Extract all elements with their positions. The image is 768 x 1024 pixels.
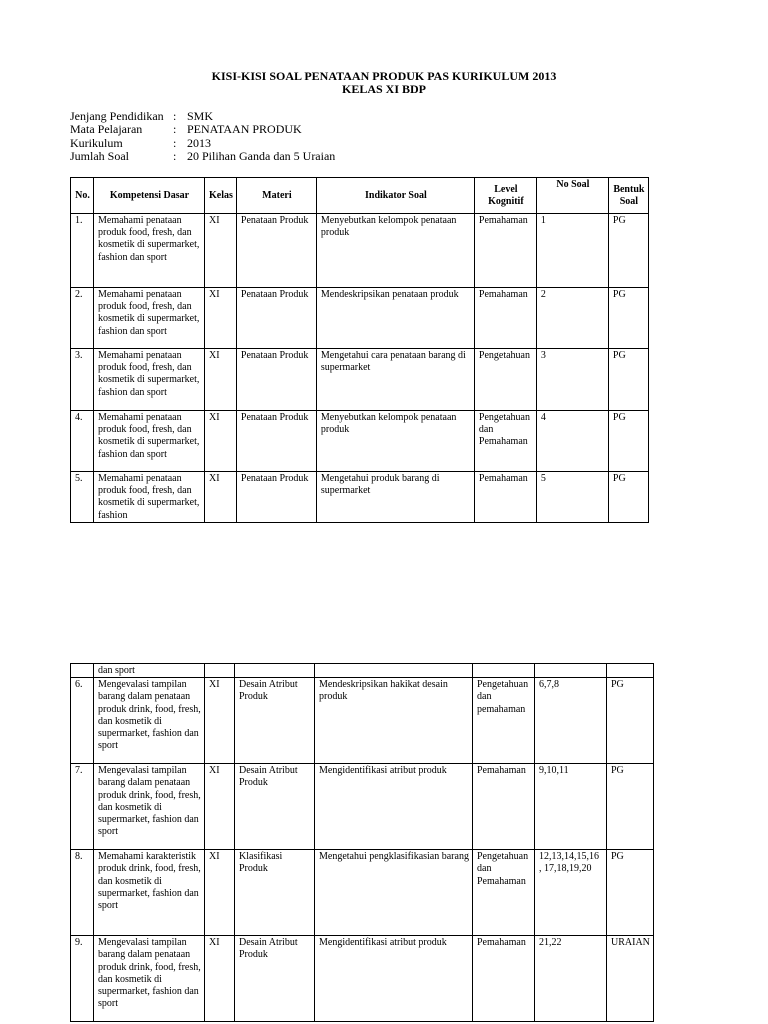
column-header: Kompetensi Dasar [94,178,205,214]
meta-label: Mata Pelajaran [70,122,143,137]
table-row [71,472,649,523]
meta-separator: : [173,122,177,137]
meta-label: Jenjang Pendidikan [70,109,164,123]
cell-indikator: Mengetahui pengklasifikasian barang [315,850,473,936]
cell-materi: Desain Atribut Produk [235,936,315,1022]
cell-no: 4. [71,411,94,472]
cell-bentuk [607,664,654,678]
cell-level: Pengetahuan dan Pemahaman [474,411,536,472]
meta-value: SMK [187,109,214,123]
cell-nosoal: 6,7,8 [535,678,607,764]
table-row [71,678,654,764]
document-title: KISI-KISI SOAL PENATAAN PRODUK PAS KURIKULUM 2013 [211,69,557,83]
kisi-kisi-table-continued [70,663,654,1022]
cell-level: Pemahaman [473,764,535,850]
cell-no: 9. [71,936,94,1022]
cell-kd: dan sport [94,664,205,678]
cell-kelas: XI [205,411,237,472]
meta-separator: : [173,135,177,150]
cell-materi: Penataan Produk [236,288,316,349]
cell-indikator: Mendeskripsikan penataan produk [316,288,474,349]
table-row [71,214,649,288]
column-header: Bentuk Soal [608,178,648,214]
cell-materi: Desain Atribut Produk [235,764,315,850]
cell-bentuk: PG [608,472,648,523]
cell-bentuk: PG [607,850,654,936]
table-row [71,764,654,850]
cell-nosoal: 21,22 [535,936,607,1022]
table-row [71,850,654,936]
table-row [71,288,649,349]
cell-bentuk: PG [608,411,648,472]
table-row [71,349,649,411]
column-header: Kelas [205,178,237,214]
meta-row [70,110,335,123]
cell-level: Pengetahuan dan Pemahaman [473,850,535,936]
cell-no: 5. [71,472,94,523]
meta-value: 2013 [187,135,211,150]
cell-bentuk: PG [608,288,648,349]
cell-no: 2. [71,288,94,349]
cell-no: 1. [71,214,94,288]
cell-materi: Desain Atribut Produk [235,678,315,764]
cell-nosoal: 9,10,11 [535,764,607,850]
cell-bentuk: PG [608,349,648,411]
cell-materi: Penataan Produk [236,472,316,523]
cell-nosoal [535,664,607,678]
cell-bentuk: PG [608,214,648,288]
cell-level: Pemahaman [474,288,536,349]
column-header: Level Kognitif [474,178,536,214]
cell-level: Pengetahuan [474,349,536,411]
cell-no: 6. [71,678,94,764]
meta-label: Jumlah Soal [70,148,129,163]
cell-kd: Mengevalasi tampilan barang dalam penataan produk drink, food, fresh, dan kosmetik di supermarket, fashion dan sport [94,764,205,850]
column-header: Indikator Soal [316,178,474,214]
meta-value: PENATAAN PRODUK [187,122,302,137]
cell-kd: Memahami penataan produk food, fresh, dan kosmetik di supermarket, fashion dan sport [94,288,205,349]
cell-nosoal: 3 [536,349,608,411]
cell-kd: Memahami penataan produk food, fresh, dan kosmetik di supermarket, fashion [94,472,205,523]
cell-kelas: XI [205,214,237,288]
meta-row [70,123,335,136]
cell-level: Pengetahuan dan pemahaman [473,678,535,764]
cell-kd: Mengevalasi tampilan barang dalam penataan produk drink, food, fresh, dan kosmetik di supermarket, fashion dan sport [94,678,205,764]
cell-indikator: Menyebutkan kelompok penataan produk [316,411,474,472]
table-row [71,664,654,678]
cell-indikator: Mengetahui produk barang di supermarket [316,472,474,523]
cell-nosoal: 12,13,14,15,16 , 17,18,19,20 [535,850,607,936]
cell-nosoal: 5 [536,472,608,523]
cell-indikator: Mengetahui cara penataan barang di supermarket [316,349,474,411]
cell-level: Pemahaman [473,936,535,1022]
column-header: No Soal [536,178,608,214]
cell-level: Pemahaman [474,472,536,523]
cell-kd: Mengevalasi tampilan barang dalam penataan produk drink, food, fresh, dan kosmetik di supermarket, fashion dan sport [94,936,205,1022]
meta-label: Kurikulum [70,135,123,150]
meta-separator: : [173,148,177,163]
cell-nosoal: 2 [536,288,608,349]
column-header: No. [71,178,94,214]
cell-nosoal: 4 [536,411,608,472]
cell-bentuk: PG [607,764,654,850]
cell-indikator [315,664,473,678]
cell-no: 3. [71,349,94,411]
cell-kelas: XI [205,936,235,1022]
document-meta [70,110,335,163]
meta-row [70,137,335,150]
cell-kelas: XI [205,678,235,764]
column-header: Materi [236,178,316,214]
cell-indikator: Menyebutkan kelompok penataan produk [316,214,474,288]
meta-separator: : [173,109,177,123]
table-row [71,936,654,1022]
cell-level: Pemahaman [474,214,536,288]
cell-kelas: XI [205,288,237,349]
cell-kelas: XI [205,764,235,850]
cell-materi: Penataan Produk [236,349,316,411]
cell-no [71,664,94,678]
cell-kelas: XI [205,850,235,936]
table-header-row [71,178,649,214]
cell-materi: Penataan Produk [236,411,316,472]
table-row [71,411,649,472]
cell-indikator: Mendeskripsikan hakikat desain produk [315,678,473,764]
cell-materi: Penataan Produk [236,214,316,288]
cell-indikator: Mengidentifikasi atribut produk [315,936,473,1022]
cell-materi [235,664,315,678]
cell-kelas: XI [205,349,237,411]
cell-kd: Memahami penataan produk food, fresh, dan kosmetik di supermarket, fashion dan sport [94,411,205,472]
cell-materi: Klasifikasi Produk [235,850,315,936]
meta-row [70,150,335,163]
cell-nosoal: 1 [536,214,608,288]
cell-kelas: XI [205,472,237,523]
cell-kd: Memahami penataan produk food, fresh, dan kosmetik di supermarket, fashion dan sport [94,214,205,288]
kisi-kisi-table [70,177,649,523]
cell-no: 7. [71,764,94,850]
cell-kd: Memahami karakteristik produk drink, food, fresh, dan kosmetik di supermarket, fashion dan sport [94,850,205,936]
document-subtitle: KELAS XI BDP [341,82,427,96]
cell-no: 8. [71,850,94,936]
cell-level [473,664,535,678]
cell-kelas [205,664,235,678]
cell-bentuk: URAIAN [607,936,654,1022]
meta-value: 20 Pilihan Ganda dan 5 Uraian [187,148,336,163]
cell-bentuk: PG [607,678,654,764]
cell-indikator: Mengidentifikasi atribut produk [315,764,473,850]
cell-kd: Memahami penataan produk food, fresh, dan kosmetik di supermarket, fashion dan sport [94,349,205,411]
